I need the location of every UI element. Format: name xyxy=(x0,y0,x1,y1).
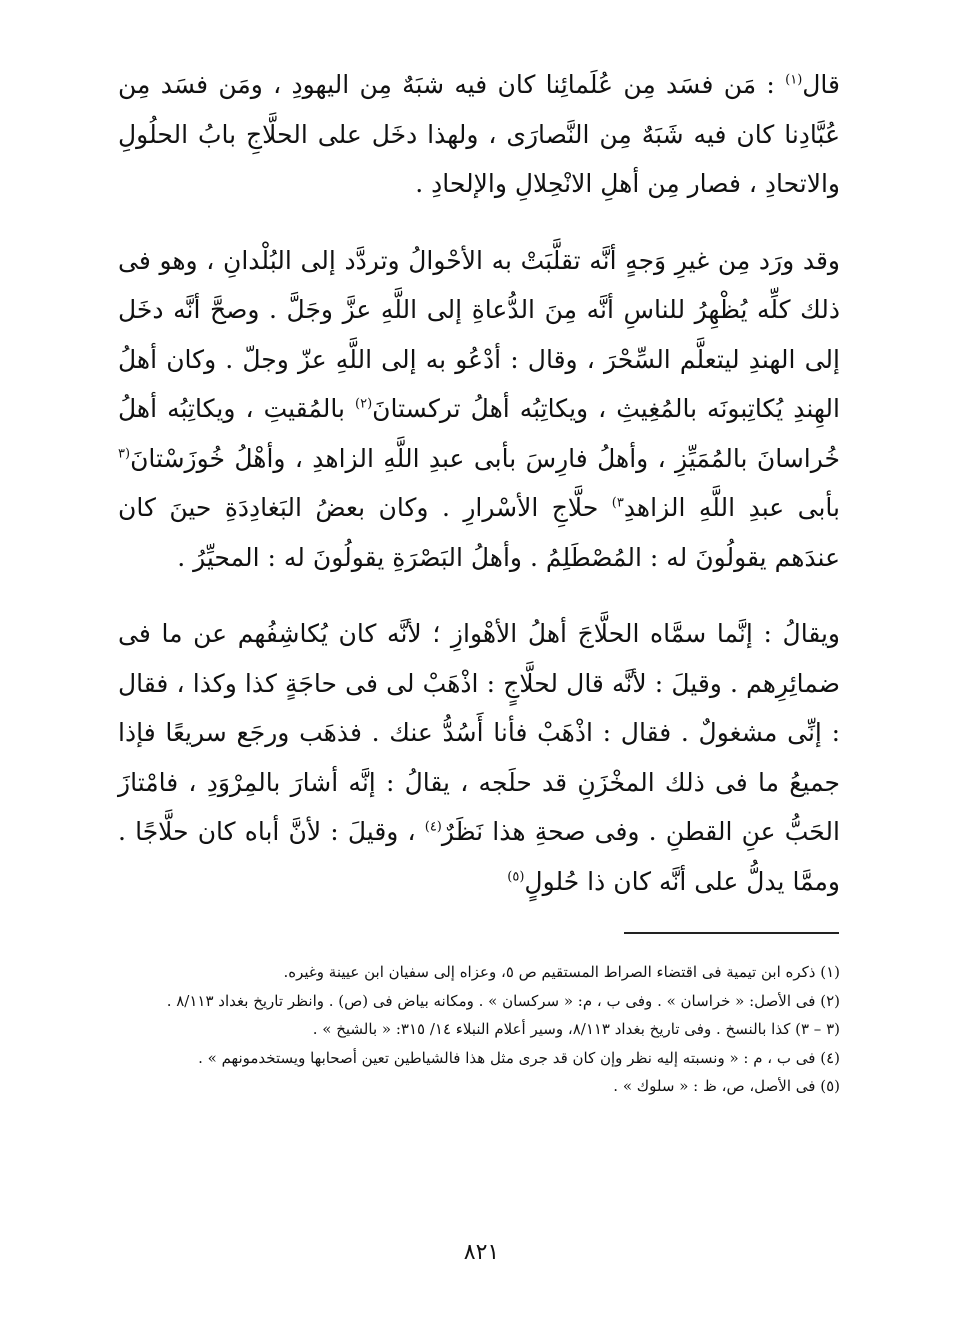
text-run: قال xyxy=(802,70,840,99)
footnote-reference: (١) xyxy=(785,72,803,88)
footnote-reference: ٣) xyxy=(611,495,624,511)
footnote: (٥) فى الأصل، ص، ظ : « سلوك » . xyxy=(613,1077,840,1095)
text-run: وقد ورَد مِن غيرِ وَجهٍ أنَّه تقلَّبَتْ به الأحْوالُ وتردَّد إلى البُلْدانِ ، وهو فى ذلك كلِّه يُظْهِرُ للناسِ أنَّه مِنَ الدُّعاةِ إلى اللَّهِ عزَّ وجَلَّ . وصحَّ أنَّه دخَل إلى الهندِ ليتعلَّم السِّحْرَ ، وقال : أدْعُو به إلى اللَّهِ عزّ وجلّ . وكان أهلُ الهِندِ يُكاتِبونَه بالمُغِيثِ ، ويكاتِبُه أهلُ تركستانَ xyxy=(118,245,840,423)
footnote: (٣ – ٣) كذا بالنسخ . وفى تاريخ بغداد ٨/١١٣، وسير أعلام النبلاء ١٤/ ٣١٥: « بالشيخ » . xyxy=(312,1020,840,1038)
footnote-reference: (٣ xyxy=(118,446,131,462)
footnote-reference: (٢) xyxy=(355,396,373,412)
body-paragraph xyxy=(118,609,840,906)
text-run: بالمُقيتِ ، ويكاتِبُه أهلُ خُراسانَ بالمُمَيِّزِ ، وأهلُ فارِسَ بأبى عبدِ اللَّهِ الزاهدِ ، وأهْلُ خُوزَسْتانَ xyxy=(118,394,840,473)
text-run: : مَن فسَد مِن عُلَمائِنا كان فيه شبَهٌ مِن اليهودِ ، ومَن فسَد مِن عُبَّادِنا كان فيه شَبَهٌ مِن النَّصارَى ، ولهذا دخَل على الحلَّاجِ بابُ الحلُولِ والاتحادِ ، فصار مِن أهلِ الانْحِلالِ والإلحادِ . xyxy=(118,70,840,198)
body-paragraph xyxy=(118,236,840,583)
footnotes xyxy=(118,958,840,1101)
body-paragraph xyxy=(118,60,840,209)
body-text xyxy=(118,60,840,906)
footnote: (١) ذكره ابن تيمية فى اقتضاء الصراط المستقيم ص ٥، وعزاه إلى سفيان ابن عيينة وغيره. xyxy=(283,963,840,981)
footnote: (٢) فى الأصل: « خراسان » . وفى ب ، م: « سركسان » . ومكانه بياض فى (ص) . وانظر تاريخ بغداد ٨/١١٣ . xyxy=(166,991,840,1010)
footnote-separator xyxy=(624,932,839,934)
text-run: ، وقيلَ : لأنَّ أباه كان حلَّاجًا . وممَّا يدلُّ على أنَّه كان ذا حُلولٍ xyxy=(118,817,840,896)
text-run: حلَّاجِ الأسْرارِ . وكان بعضُ البَغادِدَةِ حينَ كان عندَهم يقولُونَ له : المُصْطَلِمُ . وأهلُ البَصْرَةِ يقولُونَ له : المحيِّرُ . xyxy=(118,493,840,572)
page-number: ٨٢١ xyxy=(463,1240,500,1265)
footnote-reference: (٥) xyxy=(507,869,525,885)
text-run: بأبى عبدِ اللَّهِ الزاهدِ xyxy=(623,493,840,522)
footnote: (٤) فى ب ، م : « ونسبته إليه نظر وإن كان قد جرى مثل هذا فالشياطين تعين أصحابها ويستخدمونهم » . xyxy=(198,1048,840,1067)
text-run: ويقالُ : إنَّما سمَّاه الحلَّاجَ أهلُ الأهْوازِ ؛ لأنَّه كان يُكاشِفُهم عن ما فى ضمائِرِهم . وقيلَ : لأنَّه قال لحلَّاجٍ : اذْهَبْ لى فى حاجَةٍ كذا وكذا ، فقال : إنِّى مشغولٌ . فقال : اذْهَبْ فأنا أَسُدُّ عنك . فذهَب ورجَع سريعًا فإذا جميعُ ما فى ذلك المخْزَنِ قد حلَجه ، يقالُ : إنَّه أشارَ بالمِرْوَدِ ، فامْتازَ الحَبُّ عنِ القطنِ . وفى صحةِ هذا نَظَرٌ xyxy=(118,619,840,846)
footnote-reference: (٤) xyxy=(424,819,442,835)
